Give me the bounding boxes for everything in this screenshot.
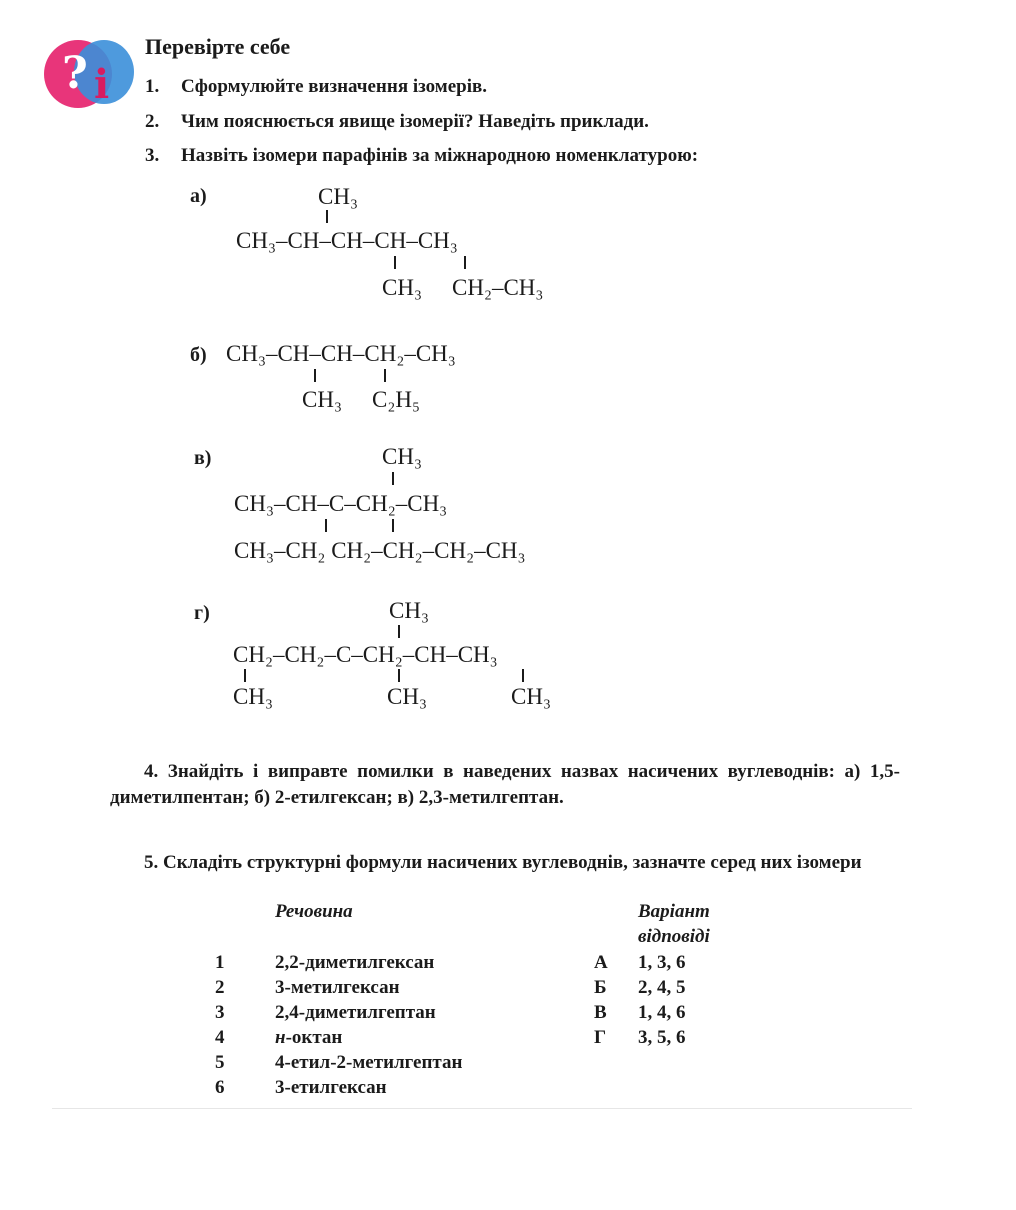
structure-a-sub1: CH₃: [382, 275, 422, 300]
question-info-icon: [40, 36, 136, 112]
question-2: 2. Чим пояснюється явище ізомерії? Наведіть приклади.: [145, 111, 649, 132]
page-divider: [52, 1108, 912, 1109]
bond-line: [392, 519, 394, 532]
structure-g-sub1: CH₃: [233, 684, 273, 709]
structure-v-top: CH₃: [382, 444, 422, 469]
substance-row: 3 2,4-диметилгептан: [215, 1002, 436, 1023]
bond-line: [244, 669, 246, 682]
structure-v-main: CH₃–CH–C–CH₂–CH₃: [234, 491, 448, 516]
question-3: 3. Назвіть ізомери парафінів за міжнародною номенклатурою:: [145, 145, 699, 166]
bond-line: [326, 210, 328, 223]
column-header-answer-line2: відповіді: [638, 926, 710, 947]
structure-g-sub2: CH₃: [387, 684, 427, 709]
substance-row: 1 2,2-диметилгексан: [215, 952, 435, 973]
bond-line: [522, 669, 524, 682]
svg-text:i: i: [94, 61, 110, 108]
structure-g-main: CH₂–CH₂–C–CH₂–CH–CH₃: [233, 642, 498, 667]
substance-row: 4 н-октан: [215, 1027, 343, 1048]
structure-b-sub2: C₂H₅: [372, 387, 420, 412]
structure-a-sub2: CH₂–CH₃: [452, 275, 544, 300]
structure-g-label: г): [194, 602, 210, 624]
structure-b-sub1: CH₃: [302, 387, 342, 412]
bond-line: [464, 256, 466, 269]
column-header-substance: Речовина: [275, 901, 353, 922]
page-title: Перевірте себе: [145, 34, 291, 59]
column-header-answer-line1: Варіант: [638, 901, 710, 922]
answer-row: В 1, 4, 6: [594, 1002, 686, 1023]
structure-a-main: CH₃–CH–CH–CH–CH₃: [236, 228, 458, 253]
bond-line: [325, 519, 327, 532]
question-5: 5. Складіть структурні формули насичених вуглеводнів, зазначте серед них ізомери: [144, 852, 862, 873]
structure-a-label: а): [190, 185, 207, 207]
bond-line: [398, 669, 400, 682]
answer-row: А 1, 3, 6: [594, 952, 686, 973]
question-1: 1. Сформулюйте визначення ізомерів.: [145, 76, 488, 97]
structure-g-top: CH₃: [389, 598, 429, 623]
structure-b-main: CH₃–CH–CH–CH₂–CH₃: [226, 341, 456, 366]
bond-line: [394, 256, 396, 269]
substance-row: 2 3-метилгексан: [215, 977, 400, 998]
structure-v-label: в): [194, 447, 212, 469]
substance-row: 6 3-етилгексан: [215, 1077, 387, 1098]
question-4: 4. Знайдіть і виправте помилки в наведених назвах насичених вуглеводнів: а) 1,5-диметилпентан; б) 2-етилгексан; в) 2,3-метилгептан.: [110, 761, 900, 808]
answer-row: Г 3, 5, 6: [594, 1027, 686, 1048]
bond-line: [398, 625, 400, 638]
bond-line: [392, 472, 394, 485]
answer-row: Б 2, 4, 5: [594, 977, 686, 998]
structure-v-bottom: CH₃–CH₂ CH₂–CH₂–CH₂–CH₃: [234, 538, 526, 563]
substance-row: 5 4-етил-2-метилгептан: [215, 1052, 463, 1073]
structure-g-sub3: CH₃: [511, 684, 551, 709]
structure-a-top: CH₃: [318, 184, 358, 209]
bond-line: [314, 369, 316, 382]
bond-line: [384, 369, 386, 382]
svg-text:?: ?: [62, 48, 88, 99]
structure-b-label: б): [190, 344, 207, 366]
